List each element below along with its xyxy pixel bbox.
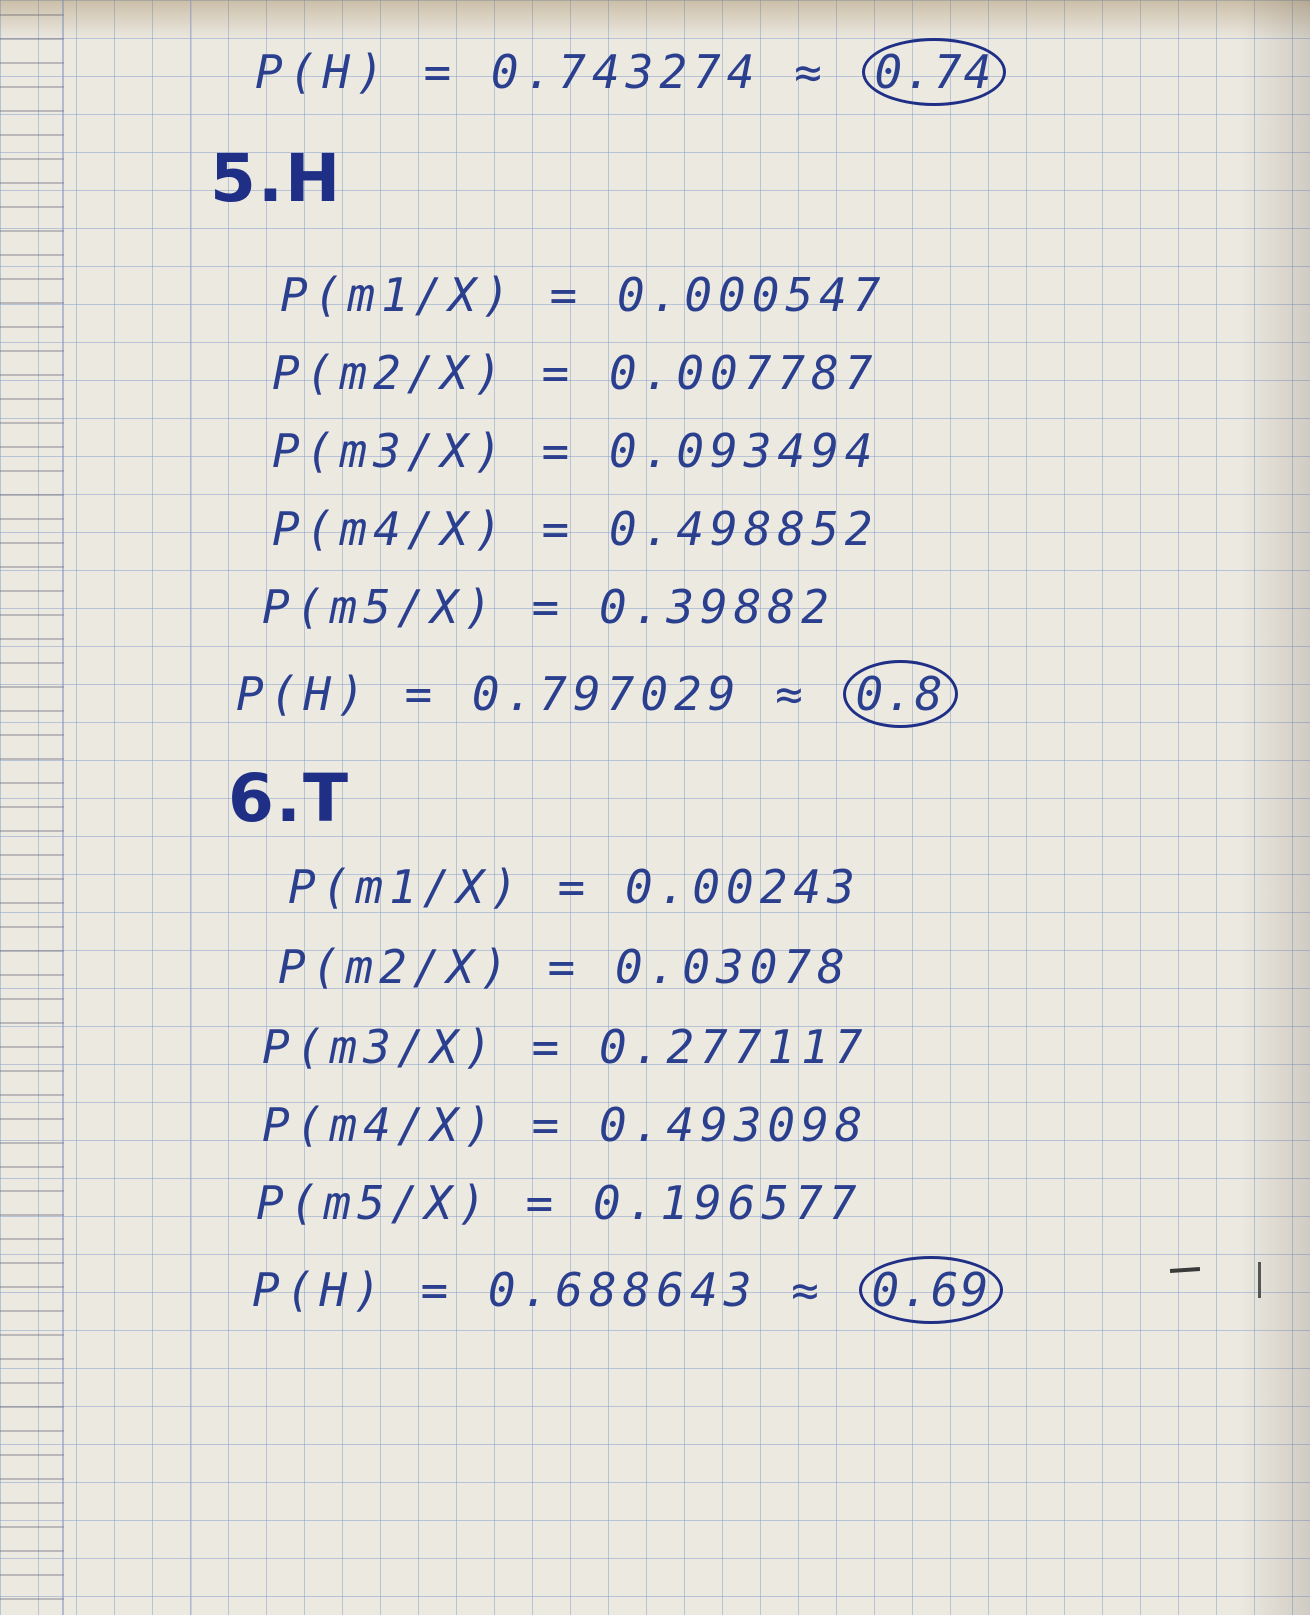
section5-heading: 5.H [210, 140, 343, 217]
section5-result-line [236, 660, 958, 728]
top-result-line [255, 38, 1006, 106]
section6-row-4: P(m4/X) = 0.493098 [262, 1098, 869, 1152]
section6-row-5: P(m5/X) = 0.196577 [256, 1176, 863, 1230]
section6-result-lhs: P(H) = 0.688643 ≈ [252, 1263, 825, 1317]
top-result-lhs: P(H) [255, 45, 390, 99]
page-top-shadow [0, 0, 1310, 40]
section5-result-rounded: 0.8 [843, 660, 958, 728]
section6-result-line [252, 1256, 1003, 1324]
section5-row-2: P(m2/X) = 0.007787 [272, 346, 879, 400]
pencil-tick-mark [1258, 1262, 1261, 1298]
section5-row-1: P(m1/X) = 0.000547 [280, 268, 887, 322]
section5-row-4: P(m4/X) = 0.498852 [272, 502, 879, 556]
pencil-dash-mark [1170, 1267, 1200, 1273]
spiral-binding [0, 0, 64, 1615]
top-result-value: = 0.743274 ≈ [423, 45, 828, 99]
margin-line [190, 0, 192, 1615]
top-result-rounded: 0.74 [862, 38, 1007, 106]
section6-result-rounded: 0.69 [859, 1256, 1004, 1324]
page-right-shadow [1240, 0, 1310, 1615]
section5-result-lhs: P(H) = 0.797029 ≈ [236, 667, 809, 721]
section6-row-3: P(m3/X) = 0.277117 [262, 1020, 869, 1074]
section6-heading: 6.T [228, 760, 351, 837]
section5-row-5: P(m5/X) = 0.39882 [262, 580, 835, 634]
section6-row-2: P(m2/X) = 0.03078 [278, 940, 851, 994]
section5-row-3: P(m3/X) = 0.093494 [272, 424, 879, 478]
section6-row-1: P(m1/X) = 0.00243 [288, 860, 861, 914]
